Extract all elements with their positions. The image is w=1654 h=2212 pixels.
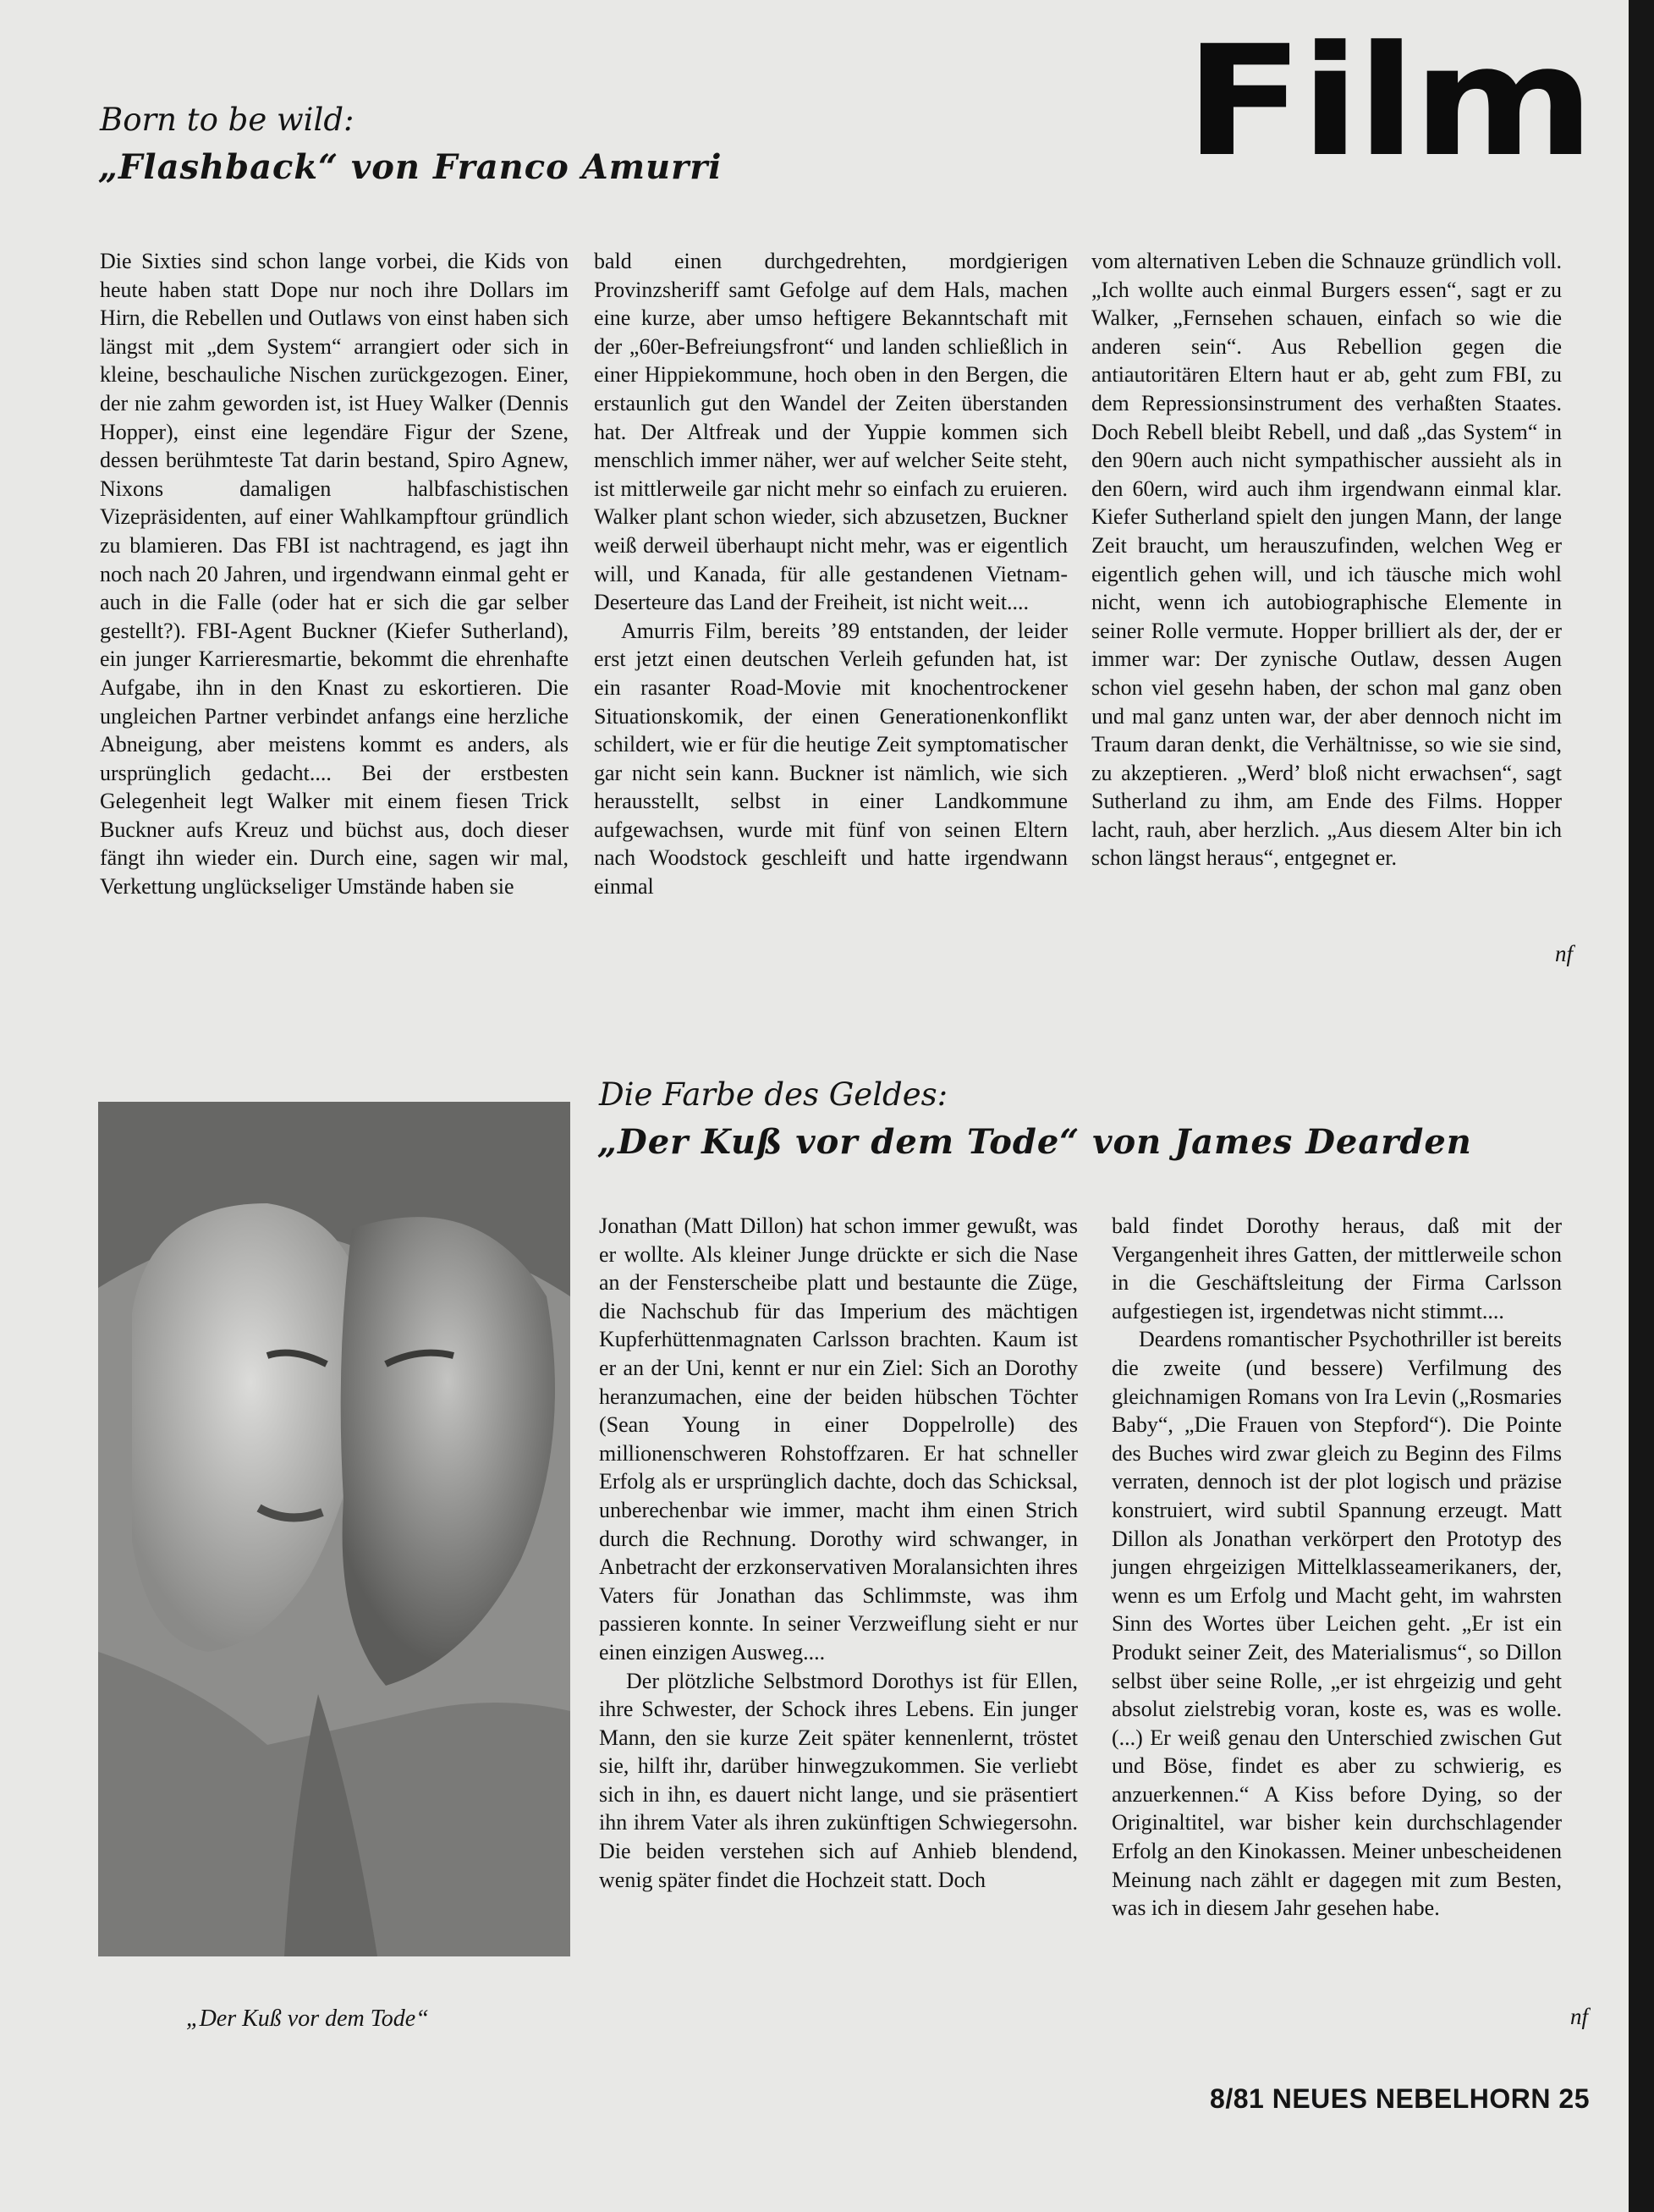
article2-signature: nf — [1570, 2004, 1589, 2029]
article1-title: „Flashback“ von Franco Amurri — [98, 147, 723, 187]
section-logo-film: Film — [1184, 14, 1591, 190]
article2-col2-para-1: bald findet Dorothy heraus, daß mit der Vergangenheit ihres Gatten, der mittlerweile schon in die Geschäftsleitung der Firma Carlsson aufgestiegen ist, irgendetwas nicht stimmt.... — [1112, 1213, 1562, 1323]
article2-subtitle: Die Farbe des Geldes: — [599, 1076, 948, 1113]
article2-col1-para-1: Jonathan (Matt Dillon) hat schon immer gewußt, was er wollte. Als kleiner Junge drückte er sich die Nase an der Fensterscheibe platt und bestaunte die Züge, die Nachschub für das Imperium des mächtigen Kupferhüttenmagnaten Carlsson brachten. Kaum ist er an der Uni, kennt er nur ein Ziel: Sich an Dorothy heranzumachen, eine der beiden hübschen Töchter (Sean Young in einer Doppelrolle) des millionenschweren Rohstoffzaren. Er hat schneller Erfolg als er ursprünglich dachte, doch das Schicksal, unberechenbar wie immer, macht ihm einen Strich durch die Rechnung. Dorothy wird schwanger, in Anbetracht der erzkonservativen Moralansichten ihres Vaters für Jonathan das Schlimmste, was ihm passieren konnte. In seiner Verzweiflung sieht er nur einen einzigen Ausweg.... — [599, 1213, 1078, 1665]
article2-title: „Der Kuß vor dem Tode“ von James Dearden — [597, 1122, 1472, 1162]
article2-col2-para-2: Deardens romantischer Psychothriller ist bereits die zweite (und bessere) Verfilmung des gleichnamigen Romans von Ira Levin („Rosmaries Baby“, „Die Frauen von Stepford“). Die Pointe des Buches wird zwar gleich zu Beginn des Films verraten, dennoch ist der plot logisch und präzise konstruiert, wird subtil Spannung erzeugt. Matt Dillon als Jonathan verkörpert den Prototyp des jungen ehrgeizigen Mittelklasseamerikaners, der, wenn es um Erfolg und Macht geht, im wahrsten Sinn des Wortes über Leichen geht. „Er ist ein Produkt seiner Zeit, des Materialismus“, so Dillon selbst über seine Rolle, „er ist ehrgeizig und geht absolut zielstrebig voran, koste es, was es wolle. (...) Er weiß genau den Unterschied zwischen Gut und Böse, findet es aber zu schwierig, es anzuerkennen.“ A Kiss before Dying, so der Originaltitel, war bisher kein durchschlagender Erfolg an den Kinokassen. Meiner unbescheidenen Meinung nach zählt er dagegen mit zum Besten, was ich in diesem Jahr gesehen habe. — [1112, 1327, 1562, 1921]
scan-edge — [1629, 0, 1654, 2212]
article1-col1-para-1: Die Sixties sind schon lange vorbei, die Kids von heute haben statt Dope nur noch ihre Dollars im Hirn, die Rebellen und Outlaws von einst haben sich längst mit „dem System“ arrangiert oder sich in kleine, beschauliche Nischen zurückgezogen. Einer, der nie zahm geworden ist, ist Huey Walker (Dennis Hopper), einst eine legendäre Figur der Szene, dessen berühmteste Tat darin bestand, Spiro Agnew, Nixons damaligen halbfaschistischen Vizepräsidenten, auf einer Wahlkampftour gründlich zu blamieren. Das FBI ist nachtragend, es jagt ihn noch nach 20 Jahren, und irgendwann einmal geht er auch in die Falle (oder hat er sich die gar selber gestellt?). FBI-Agent Buckner (Kiefer Sutherland), ein junger Karrieresmartie, bekommt die ehrenhafte Aufgabe, ihn in den Knast zu eskortieren. Die ungleichen Partner verbindet anfangs eine herzliche Abneigung, aber meistens kommt es anders, als ursprünglich gedacht.... Bei der erstbesten Gelegenheit legt Walker mit einem fiesen Trick Buckner aufs Kreuz und büchst aus, doch dieser fängt ihn wieder ein. Durch eine, sagen wir mal, Verkettung unglückseliger Umstände haben sie — [100, 249, 569, 900]
article1-col2-para-1: bald einen durchgedrehten, mordgierigen Provinzsheriff samt Gefolge auf dem Hals, machen eine kurze, aber umso heftigere Bekanntschaft mit der „60er-Befreiungsfront“ und landen schließlich in einer Hippiekommune, hoch oben in den Bergen, die erstaunlich gut den Wandel der Zeiten überstanden hat. Der Altfreak und der Yuppie kommen sich menschlich immer näher, wer auf welcher Seite steht, ist mittlerweile gar nicht mehr so einfach zu eruieren. Walker plant schon wieder, sich abzusetzen, Buckner weiß derweil überhaupt nicht mehr, was er eigentlich will, und Kanada, für alle gestandenen Vietnam-Deserteure das Land der Freiheit, ist nicht weit.... — [594, 249, 1068, 615]
film-still-image — [98, 1102, 570, 1956]
article1-signature: nf — [1555, 941, 1574, 966]
article1-column-3 — [1091, 247, 1562, 872]
article1-col2-para-2: Amurris Film, bereits ’89 entstanden, der leider erst jetzt einen deutschen Verleih gefunden hat, ist ein rasanter Road-Movie mit knochentrockener Situationskomik, der einen Generationenkonflikt schildert, wie er für die heutige Zeit symptomatischer gar nicht sein kann. Buckner ist nämlich, wie sich herausstellt, selbst in einer Landkommune aufgewachsen, wurde mit fünf von seinen Eltern nach Woodstock geschleift und hatte irgendwann einmal — [594, 618, 1068, 900]
article1-subtitle: Born to be wild: — [100, 102, 354, 138]
article2-column-2 — [1112, 1212, 1562, 1923]
page-footer: 8/81 NEUES NEBELHORN 25 — [1210, 2083, 1590, 2114]
article2-col1-para-2: Der plötzliche Selbstmord Dorothys ist für Ellen, ihre Schwester, der Schock ihres Lebens. Ein junger Mann, den sie kurze Zeit später kennenlernt, tröstet sie, hilft ihr, darüber hinwegzukommen. Sie verliebt sich in ihn, es dauert nicht lange, und sie präsentiert ihn ihrem Vater als ihren zukünftigen Schwiegersohn. Die beiden verstehen sich auf Anhieb blendend, wenig später findet die Hochzeit statt. Doch — [599, 1668, 1078, 1892]
film-still-photo — [98, 1102, 570, 1956]
article2-column-1 — [599, 1212, 1078, 1894]
article1-column-2 — [594, 247, 1068, 901]
article1-column-1 — [100, 247, 569, 901]
photo-caption: „Der Kuß vor dem Tode“ — [186, 2006, 429, 2032]
article1-col3-para-1: vom alternativen Leben die Schnauze gründlich voll. „Ich wollte auch einmal Burgers essen“, sagt er zu Walker, „Fernsehen schauen, einfach so wie die anderen sein“. Aus Rebellion gegen die antiautoritären Eltern haut er ab, geht zum FBI, zu dem Repressionsinstrument des verhaßten Staates. Doch Rebell bleibt Rebell, und daß „das System“ in den 90ern auch nicht sympathischer aussieht als in den 60ern, wird auch ihm irgendwann einmal klar. Kiefer Sutherland spielt den jungen Mann, der lange Zeit braucht, um herauszufinden, welchen Weg er eigentlich gehen will, und ich täusche mich wohl nicht, wenn ich autobiographische Elemente in seiner Rolle vermute. Hopper brilliert als der, der er immer war: Der zynische Outlaw, dessen Augen schon viel gesehn haben, der schon mal ganz oben und mal ganz unten war, der aber dennoch nicht im Traum daran denkt, die Verhältnisse, so wie sie sind, zu akzeptieren. „Werd’ bloß nicht erwachsen“, sagt Sutherland zu ihm, am Ende des Films. Hopper lacht, rauh, aber herzlich. „Aus diesem Alter bin ich schon längst heraus“, entgegnet er. — [1091, 249, 1562, 871]
